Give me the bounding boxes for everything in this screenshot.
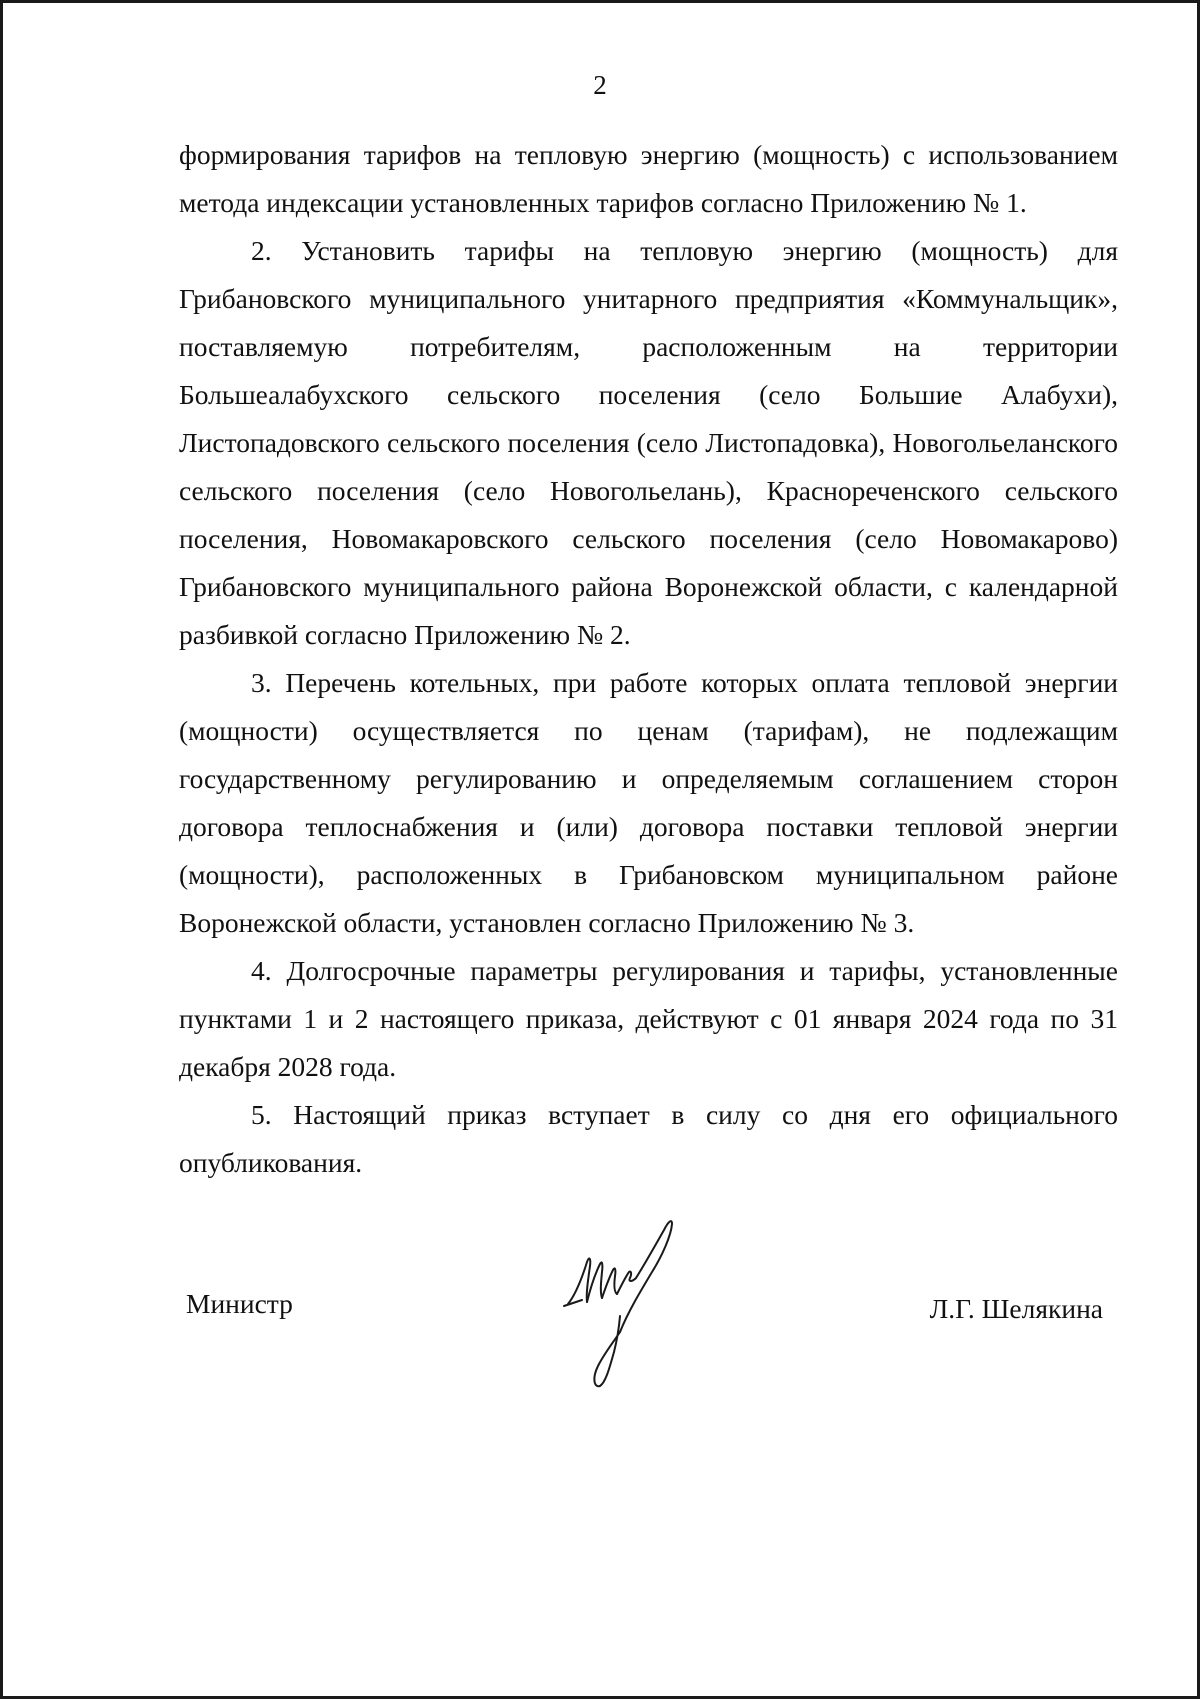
signature-block xyxy=(0,1220,1200,1400)
paragraph-continuation: формирования тарифов на тепловую энергию (мощность) с использованием метода индексации установленных тарифов согласно Приложению № 1. xyxy=(179,139,1118,218)
handwritten-signature xyxy=(560,1216,690,1396)
page-number: 2 xyxy=(593,70,607,100)
document-body xyxy=(179,133,1118,1187)
paragraph-item-5: 5. Настоящий приказ вступает в силу со дня его официального опубликования. xyxy=(179,1099,1118,1178)
signatory-name: Л.Г. Шелякина xyxy=(929,1293,1103,1324)
paragraph-item-4: 4. Долгосрочные параметры регулирования и тарифы, установленные пунктами 1 и 2 настоящего приказа, действуют с 01 января 2024 года по 31 декабря 2028 года. xyxy=(179,955,1118,1082)
paragraph-item-2: 2. Установить тарифы на тепловую энергию (мощность) для Грибановского муниципального унитарного предприятия «Коммунальщик», поставляемую потребителям, расположенным на территории Большеалабухского сельского поселения (село Большие Алабухи), Листопадовского сельского поселения (село Листопадовка), Новогольеланского сельского поселения (село Новогольелань), Краснореченского сельского поселения, Новомакаровского сельского поселения (село Новомакарово) Грибановского муниципального района Воронежской области, с календарной разбивкой согласно Приложению № 2. xyxy=(179,235,1118,650)
signatory-title: Министр xyxy=(186,1288,293,1319)
paragraph-item-3: 3. Перечень котельных, при работе которых оплата тепловой энергии (мощности) осуществляется по ценам (тарифам), не подлежащим государственному регулированию и определяемым соглашением сторон договора теплоснабжения и (или) договора поставки тепловой энергии (мощности), расположенных в Грибановском муниципальном районе Воронежской области, установлен согласно Приложению № 3. xyxy=(179,667,1118,938)
